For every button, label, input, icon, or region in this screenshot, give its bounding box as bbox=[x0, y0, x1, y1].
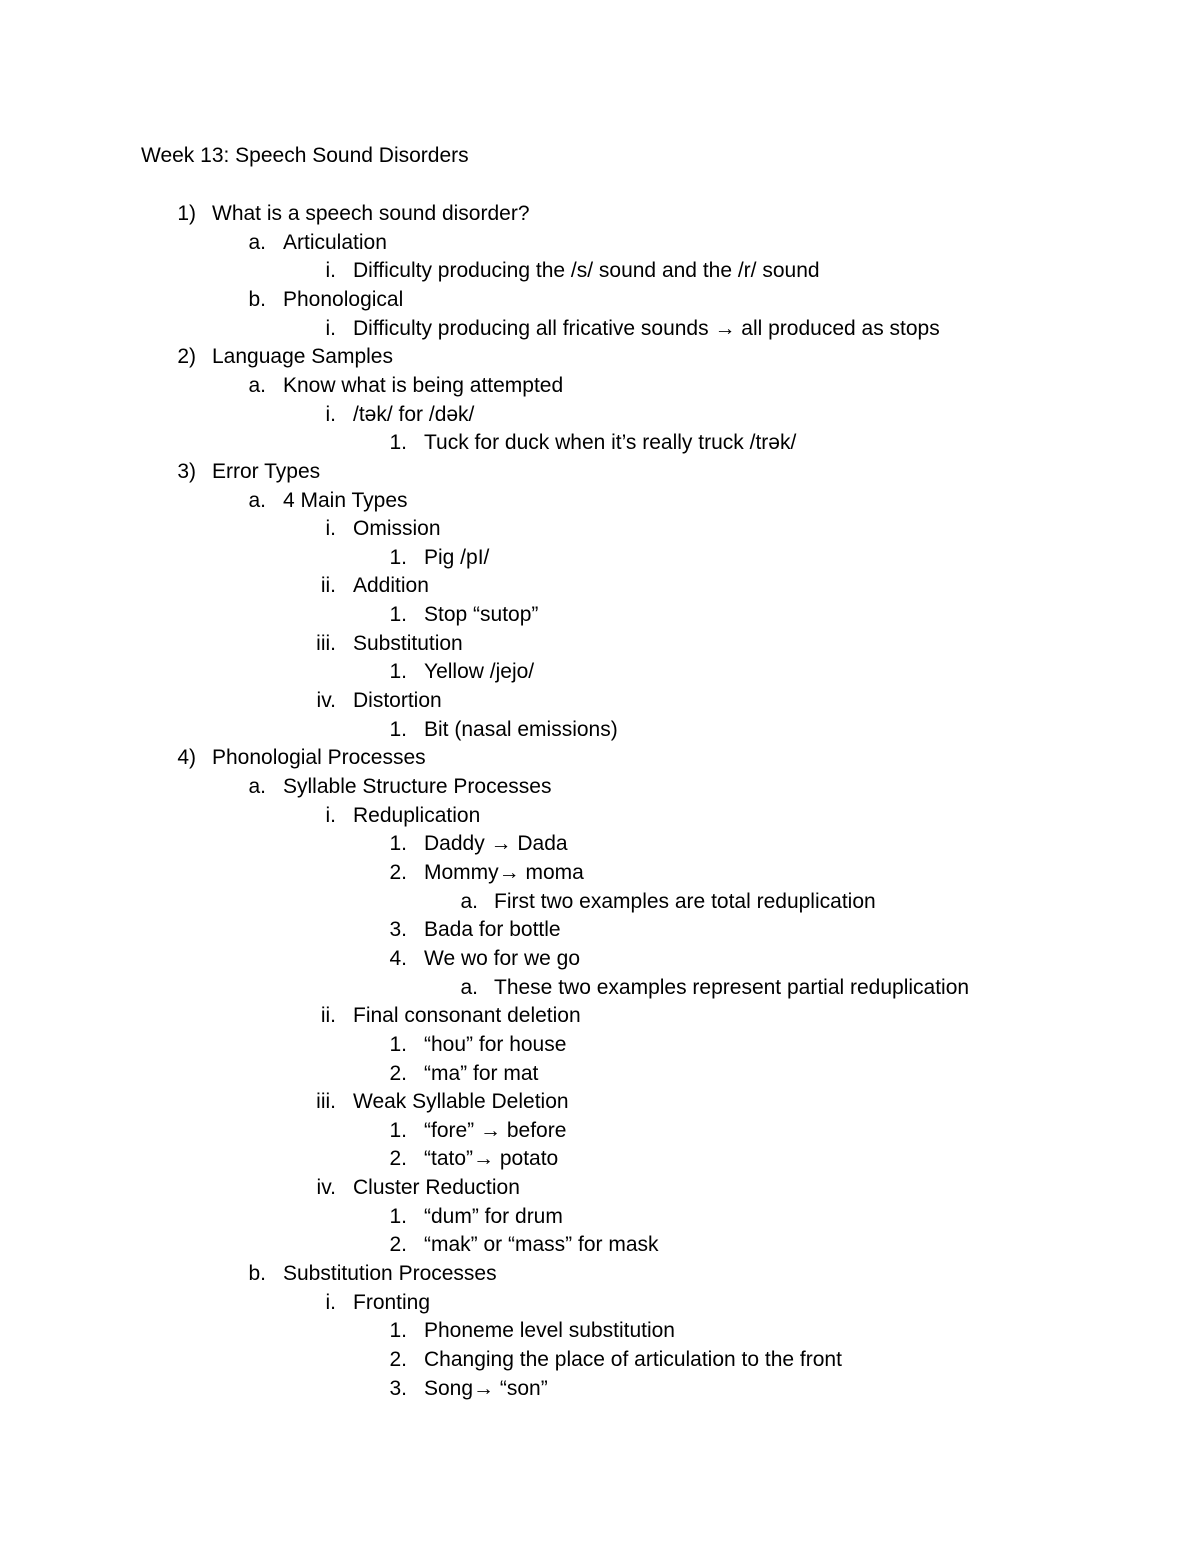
outline-text: Phoneme level substitution bbox=[424, 1319, 675, 1342]
outline-item bbox=[0, 1231, 1200, 1259]
outline-text: Difficulty producing all fricative sounds → all produced as stops bbox=[353, 317, 940, 340]
outline-marker: 1. bbox=[389, 1033, 407, 1056]
outline-marker: 1. bbox=[389, 603, 407, 626]
outline-marker: 2. bbox=[389, 1348, 407, 1371]
outline-text: These two examples represent partial reduplication bbox=[494, 976, 970, 999]
outline-item bbox=[0, 544, 1200, 572]
outline-item bbox=[0, 1317, 1200, 1345]
outline-item bbox=[0, 1060, 1200, 1088]
outline-marker: a. bbox=[460, 976, 478, 999]
outline-item bbox=[0, 1088, 1200, 1116]
outline-item bbox=[0, 401, 1200, 429]
outline-marker: 2. bbox=[389, 861, 407, 884]
outline-text: 4 Main Types bbox=[283, 489, 408, 512]
outline-text: Substitution bbox=[353, 632, 463, 655]
outline-marker: a. bbox=[248, 231, 266, 254]
outline-marker: b. bbox=[248, 288, 266, 311]
outline-text: We wo for we go bbox=[424, 947, 581, 970]
outline-item bbox=[0, 1203, 1200, 1231]
outline-text: Language Samples bbox=[212, 345, 393, 368]
outline-text: Phonologial Processes bbox=[212, 746, 426, 769]
outline-text: “dum” for drum bbox=[424, 1205, 563, 1228]
outline-text: “mak” or “mass” for mask bbox=[424, 1233, 659, 1256]
outline-item bbox=[0, 773, 1200, 801]
outline-text: First two examples are total reduplication bbox=[494, 890, 876, 913]
outline-marker: 4. bbox=[389, 947, 407, 970]
outline-item bbox=[0, 658, 1200, 686]
outline-marker: 2. bbox=[389, 1233, 407, 1256]
outline-text: Tuck for duck when it’s really truck /trək/ bbox=[424, 431, 797, 454]
outline-item bbox=[0, 487, 1200, 515]
outline-text: Omission bbox=[353, 517, 441, 540]
outline-marker: a. bbox=[460, 890, 478, 913]
outline-marker: a. bbox=[248, 374, 266, 397]
outline-item bbox=[0, 945, 1200, 973]
outline-marker: a. bbox=[248, 489, 266, 512]
outline-text: What is a speech sound disorder? bbox=[212, 202, 530, 225]
outline-marker: 1. bbox=[389, 718, 407, 741]
outline-marker: a. bbox=[248, 775, 266, 798]
outline-item bbox=[0, 429, 1200, 457]
outline-text: Addition bbox=[353, 574, 429, 597]
outline-marker: 1) bbox=[177, 202, 196, 225]
document-title: Week 13: Speech Sound Disorders bbox=[141, 144, 469, 167]
outline-marker: i. bbox=[325, 1291, 336, 1314]
outline-item bbox=[0, 859, 1200, 887]
outline-text: Final consonant deletion bbox=[353, 1004, 581, 1027]
outline-marker: 4) bbox=[177, 746, 196, 769]
outline-marker: iii. bbox=[316, 1090, 336, 1113]
outline-marker: iv. bbox=[316, 689, 336, 712]
outline-text: Daddy → Dada bbox=[424, 832, 568, 855]
outline-item bbox=[0, 974, 1200, 1002]
outline-marker: 1. bbox=[389, 660, 407, 683]
outline-marker: i. bbox=[325, 259, 336, 282]
outline-text: Error Types bbox=[212, 460, 321, 483]
outline-marker: iii. bbox=[316, 632, 336, 655]
outline-item bbox=[0, 802, 1200, 830]
outline-marker: 3) bbox=[177, 460, 196, 483]
outline-item bbox=[0, 744, 1200, 772]
outline-marker: b. bbox=[248, 1262, 266, 1285]
outline-marker: i. bbox=[325, 317, 336, 340]
outline-text: Distortion bbox=[353, 689, 442, 712]
outline-item bbox=[0, 1346, 1200, 1374]
outline-item bbox=[0, 716, 1200, 744]
outline-text: Know what is being attempted bbox=[283, 374, 564, 397]
outline-marker: 1. bbox=[389, 431, 407, 454]
outline-text: Bit (nasal emissions) bbox=[424, 718, 618, 741]
outline-item bbox=[0, 1031, 1200, 1059]
outline-marker: 1. bbox=[389, 1205, 407, 1228]
outline-item bbox=[0, 200, 1200, 228]
outline-marker: ii. bbox=[320, 574, 336, 597]
outline-text: Difficulty producing the /s/ sound and the /r/ sound bbox=[353, 259, 820, 282]
outline-marker: 1. bbox=[389, 546, 407, 569]
outline-item bbox=[0, 1117, 1200, 1145]
outline-text: Changing the place of articulation to the front bbox=[424, 1348, 842, 1371]
outline-item bbox=[0, 1002, 1200, 1030]
outline-marker: 2. bbox=[389, 1062, 407, 1085]
outline-text: Cluster Reduction bbox=[353, 1176, 520, 1199]
outline-marker: 1. bbox=[389, 1319, 407, 1342]
outline-text: “hou” for house bbox=[424, 1033, 567, 1056]
outline-item bbox=[0, 458, 1200, 486]
outline-text: “fore” → before bbox=[424, 1119, 567, 1142]
outline-text: Phonological bbox=[283, 288, 404, 311]
outline-item bbox=[0, 630, 1200, 658]
outline-text: Substitution Processes bbox=[283, 1262, 497, 1285]
outline-item bbox=[0, 1375, 1200, 1403]
outline-text: Pig /pI/ bbox=[424, 546, 490, 569]
outline-marker: ii. bbox=[320, 1004, 336, 1027]
outline-text: /tək/ for /dək/ bbox=[353, 403, 475, 426]
outline-text: Mommy→ moma bbox=[424, 861, 584, 884]
outline-item bbox=[0, 257, 1200, 285]
outline-item bbox=[0, 1145, 1200, 1173]
outline-text: Articulation bbox=[283, 231, 387, 254]
outline-marker: i. bbox=[325, 517, 336, 540]
outline-item bbox=[0, 1174, 1200, 1202]
outline-marker: 3. bbox=[389, 918, 407, 941]
outline-marker: i. bbox=[325, 804, 336, 827]
outline-text: “tato”→ potato bbox=[424, 1147, 559, 1170]
outline-text: Yellow /jejo/ bbox=[424, 660, 535, 683]
outline-item bbox=[0, 687, 1200, 715]
outline-text: Reduplication bbox=[353, 804, 481, 827]
outline-item bbox=[0, 830, 1200, 858]
outline-marker: 1. bbox=[389, 1119, 407, 1142]
outline-item bbox=[0, 916, 1200, 944]
outline-text: Stop “sutop” bbox=[424, 603, 539, 626]
outline-marker: 1. bbox=[389, 832, 407, 855]
outline-text: Song→ “son” bbox=[424, 1377, 548, 1400]
outline-text: Syllable Structure Processes bbox=[283, 775, 552, 798]
outline-marker: 2. bbox=[389, 1147, 407, 1170]
outline-item bbox=[0, 315, 1200, 343]
outline-item bbox=[0, 286, 1200, 314]
outline-item bbox=[0, 1289, 1200, 1317]
outline-item bbox=[0, 343, 1200, 371]
outline-text: Fronting bbox=[353, 1291, 431, 1314]
outline-item bbox=[0, 372, 1200, 400]
outline-item bbox=[0, 515, 1200, 543]
outline-item bbox=[0, 1260, 1200, 1288]
outline-item bbox=[0, 888, 1200, 916]
outline-text: “ma” for mat bbox=[424, 1062, 539, 1085]
outline-text: Bada for bottle bbox=[424, 918, 561, 941]
outline-item bbox=[0, 572, 1200, 600]
outline-marker: iv. bbox=[316, 1176, 336, 1199]
outline-marker: i. bbox=[325, 403, 336, 426]
outline-text: Weak Syllable Deletion bbox=[353, 1090, 569, 1113]
outline-marker: 2) bbox=[177, 345, 196, 368]
outline-marker: 3. bbox=[389, 1377, 407, 1400]
outline-item bbox=[0, 601, 1200, 629]
outline-item bbox=[0, 229, 1200, 257]
